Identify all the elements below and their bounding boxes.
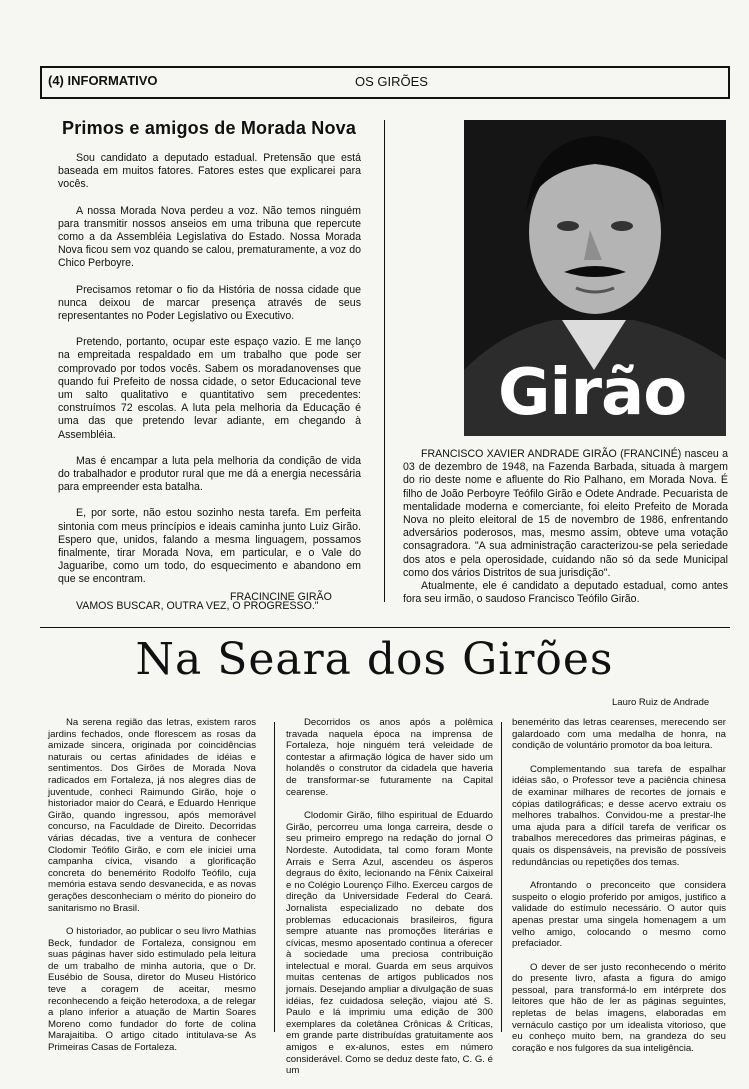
article2-column-1 [48,717,256,1066]
candidate-photo [464,120,726,436]
column-divider [501,722,502,1032]
column-divider [274,722,275,1032]
paragraph: Precisamos retomar o fio da História de nossa cidade que nunca deixou de marcar presença através de seus representantes no Poder Legislativo ou Executivo. [58,283,361,323]
paragraph: Complementando sua tarefa de espalhar idéias são, o Professor teve a paciência chinesa de examinar milhares de recortes de jornais e cópias datilográficas; e desse acervo extraiu os melhores trabalhos. Convidou-me a prestar-lhe uma ajuda para a difícil tarefa de verificar os trabalhos merecedores das primeiras páginas, e quais os dispensáveis, na previsão de possíveis redundâncias ou repetições dos temas. [512,763,726,868]
article2-title: Na Seara dos Girões [135,634,614,685]
paragraph: Afrontando o preconceito que considera suspeito o elogio proferido por amigos, justifico a validade do estímulo necessário. O autor quis apenas prestar uma singela homenagem a um velho amigo, colocando o mesmo como prefaciador. [512,880,726,950]
paragraph: Decorridos os anos após a polêmica travada naquela época na imprensa de Fortaleza, hoje ninguém terá veleidade de contestar a afirmação lógica de haver sido um holandês o construtor da cidadela que haveria de transformar-se futuramente na Capital cearense. [286,717,493,798]
paragraph: Na serena região das letras, existem raros jardins fechados, onde florescem as rosas da amizade sincera, originada por coincidências naturais ou certas afinidades de idéias e sentimentos. Dos Girões de Morada Nova radicados em Fortaleza, já nos alegres dias de juventude, conheci Raimundo Girão, hoje o historiador maior do Ceará, e Eduardo Henrique Girão, quando ingressou, após memorável concurso, na Faculdade de Direito. Decorridas várias décadas, tive a ventura de conhecer Clodomir Teófilo Girão, e com ele iniciei uma campanha cívica, visando a glorificação concreta do benemérito Rodolfo Teófilo, cuja memória estava sendo desvanecida, e as novas gerações desconheciam o mérito do pioneiro do sanitarismo no Brasil. [48,717,256,914]
article1-body [58,152,361,626]
paragraph: Clodomir Girão, filho espiritual de Eduardo Girão, percorreu uma longa carreira, desde o seu primeiro emprego na redação do jornal O Nordeste. Autodidata, tal como foram Monte Arrais e Serra Azul, ascendeu os ásperos degraus do êxito, lecionando na Fênix Caixeiral e no Colégio Lourenço Filho. Exerceu cargos de direção da Universidade Federal do Ceará. Jornalista especializado no debate dos problemas educacionais brasileiros, figura sempre atuante nas promoções literárias e cívicas, mesmo aposentado continua a oferecer à sociedade uma preciosa contribuição intelectual e moral. Guarda em seus arquivos muitas centenas de artigos publicados nos jornais. Desejando ampliar a divulgação de suas idéias, fez cuidadosa seleção, viajou até S. Paulo e lá imprimiu uma edição de 300 exemplares da coletânea Crônicas & Críticas, em grande parte distribuídas gratuitamente aos amigos e ex-alunos, estes em número considerável. Como se deduz deste fato, C. G. é um [286,810,493,1077]
paragraph: Sou candidato a deputado estadual. Pretensão que está baseada em muitos fatores. Fatores estes que explicarei para vocês. [58,152,361,191]
column-divider [384,120,385,602]
paragraph: FRANCISCO XAVIER ANDRADE GIRÃO (FRANCINÉ) nasceu a 03 de dezembro de 1948, na Fazenda Barbada, situada à margem do rio deste nome e afluente do Rio Palhano, em Morada Nova. É filho de João Perboyre Teófilo Girão e Odete Andrade. Pecuarista de mentalidade moderna e comerciante, foi eleito Prefeito de Morada Nova no pleito eleitoral de 15 de novembro de 1986, enfrentando adversários poderosos, mas, mesmo assim, obteve uma votação consagradora. "A sua administração caracterizou-se pela seriedade dos atos e pela operosidade, cuidando não só da sede Municipal como dos vários Distritos de sua jurisdição". [403,448,728,579]
bio-body [403,448,728,606]
publication-name: OS GIRÕES [355,74,428,89]
paragraph: A nossa Morada Nova perdeu a voz. Não temos ninguém para transmitir nossos anseios em uma tribuna que repercute como a da Assembléia Legislativa do Estado. Nossa Morada Nova ficou sem voz quando se calou, prematuramente, a voz do Chico Perboyre. [58,204,361,270]
paragraph: Pretendo, portanto, ocupar este espaço vazio. E me lanço na empreitada respaldado em um trabalho que pode ser comprovado por todos vocês. Sabem os moradanovenses que quando fui Prefeito de nossa cidade, o setor Educacional teve um salto qualitativo e quantitativo sem precedentes: construímos 72 escolas. A luta pela melhoria da Educação é uma das que pretendo levar adiante, em chegando à Assembléia. [58,336,361,441]
paragraph: E, por sorte, não estou sozinho nesta tarefa. Em perfeita sintonia com meus princípios e ideais caminha junto Luiz Girão. Espero que, unidos, falando a mesma linguagem, possamos finalmente, tirar Morada Nova, em particular, e o Vale do Jaguaribe, como um todo, do esquecimento e abandono em que se encontram. [58,507,361,586]
paragraph: O dever de ser justo reconhecendo o mérito do presente livro, afasta a figura do amigo pessoal, para transformá-lo em intérprete dos leitores que hão de ler as páginas seguintes, repletas de belas imagens, elaboradas em vernáculo castiço por um idealista vitorioso, que eu conheço muito bem, na grandeza do seu coração e nos fulgores da sua inteligência. [512,961,726,1054]
article2-column-2 [286,717,493,1089]
article1-title: Primos e amigos de Morada Nova [62,118,357,138]
paragraph: VAMOS BUSCAR, OUTRA VEZ, O PROGRESSO." [76,599,319,612]
byline: Lauro Ruiz de Andrade [612,697,710,708]
section-divider [40,627,730,628]
paragraph: benemérito das letras cearenses, merecendo ser galardoado com uma medalha de honra, na condição de voluntário promotor da boa leitura. [512,717,726,752]
section-label: (4) INFORMATIVO [48,73,158,88]
paragraph: Atualmente, ele é candidato a deputado estadual, como antes fora seu irmão, o saudoso Francisco Teófilo Girão. [403,580,728,606]
signature: FRACINCINE GIRÃO [230,591,332,603]
paragraph: O historiador, ao publicar o seu livro Mathias Beck, fundador de Fortaleza, consignou em suas páginas haver sido estimulado pela leitura de um trabalho de minha autoria, que o Dr. Eusébio de Sousa, diretor do Museu Histórico teve a coragem de aceitar, mesmo reconhecendo a feição heterodoxa, a de relegar a plano inferior a atuação de Martin Soares Moreno como fundador do forte de colina Marajaitiba. O artigo citado intitulava-se As Primeiras Casas de Fortaleza. [48,926,256,1054]
caption-word: Girão [498,356,687,430]
paragraph: Mas é encampar a luta pela melhoria da condição de vida do trabalhador e produtor rural que me dá a energia necessária para empreender esta batalha. [58,454,361,494]
article2-column-3 [512,717,726,1066]
